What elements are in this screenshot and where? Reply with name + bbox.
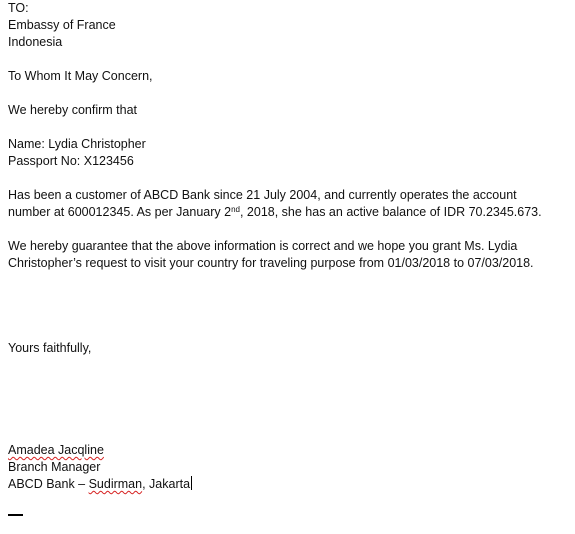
guarantee-paragraph: We hereby guarantee that the above information is correct and we hope you grant Ms. Lydia Christopher’s request to visit your country for traveling purpose from 01/03/2018 to 07/03/2018.: [8, 239, 534, 270]
text-cursor-caret: [191, 476, 192, 490]
signatory-branch: [8, 476, 568, 493]
signatory-name: [8, 442, 568, 459]
signatory-title: Branch Manager: [8, 460, 101, 474]
branch-prefix: ABCD Bank –: [8, 477, 89, 491]
customer-name: Name: Lydia Christopher: [8, 137, 146, 151]
account-text-part1: Has been a customer of ABCD Bank since 21 July 2004, and currently operates the account number at 600012345. As per January 2: [8, 188, 517, 219]
branch-suffix: , Jakarta: [142, 477, 191, 491]
account-text-part2: , 2018, she has an active balance of IDR 70.2345.673.: [239, 205, 542, 219]
intro-text: We hereby confirm that: [8, 103, 137, 117]
date-ordinal-superscript: nd: [231, 205, 240, 214]
passport-number: Passport No: X123456: [8, 154, 134, 168]
letter-document[interactable]: [8, 0, 568, 493]
recipient-country: Indonesia: [8, 35, 63, 49]
recipient-name: Embassy of France: [8, 18, 116, 32]
closing-text: Yours faithfully,: [8, 341, 92, 355]
spellcheck-underlined-branch: Sudirman: [88, 477, 143, 491]
end-of-document-mark: [8, 514, 23, 516]
spellcheck-underlined-name: Amadea Jacqline: [8, 443, 104, 457]
to-label: TO:: [8, 1, 29, 15]
account-paragraph: [8, 187, 553, 221]
salutation: To Whom It May Concern,: [8, 69, 153, 83]
